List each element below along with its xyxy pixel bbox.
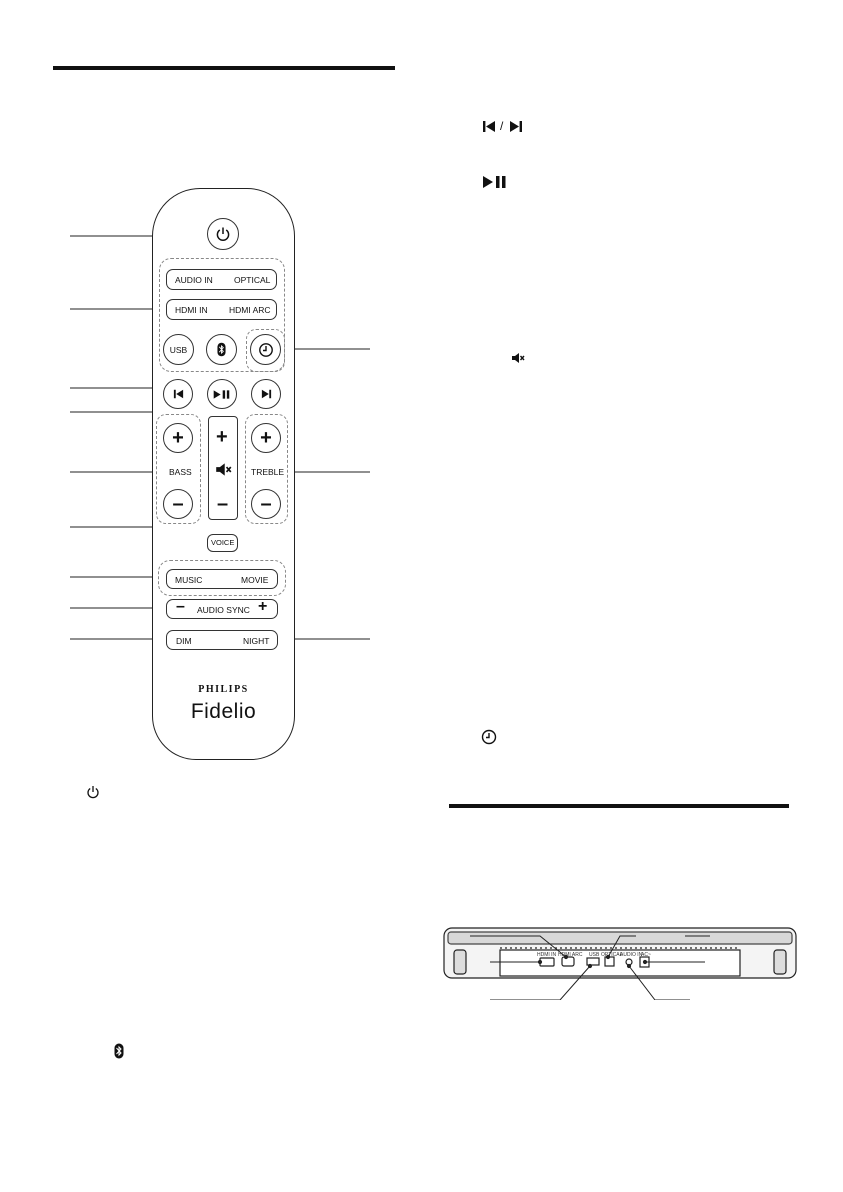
timer-icon bbox=[258, 342, 274, 358]
previous-button[interactable] bbox=[163, 379, 193, 409]
usb-button[interactable] bbox=[163, 334, 194, 365]
audio-in-button[interactable]: AUDIO IN bbox=[175, 275, 213, 285]
bass-down-button[interactable] bbox=[163, 489, 193, 519]
next-button[interactable] bbox=[251, 379, 281, 409]
night-button[interactable]: NIGHT bbox=[243, 636, 270, 646]
play-pause-icon bbox=[213, 389, 231, 400]
play-pause-button[interactable] bbox=[207, 379, 237, 409]
port-label-hdmi-in: HDMI IN bbox=[537, 952, 557, 958]
audio-sync-plus-button[interactable]: + bbox=[258, 598, 268, 615]
port-label-usb: USB bbox=[589, 952, 600, 958]
power-button[interactable] bbox=[207, 218, 239, 250]
bass-label: BASS bbox=[169, 467, 192, 477]
soundbar-rear-panel bbox=[440, 920, 800, 1000]
port-label-hdmi-arc: HDMI ARC bbox=[558, 952, 583, 958]
plus-symbol: + bbox=[172, 427, 184, 449]
hdmi-arc-button[interactable]: HDMI ARC bbox=[229, 305, 271, 315]
treble-label: TREBLE bbox=[251, 467, 285, 477]
audio-sync-minus-button[interactable]: – bbox=[176, 598, 185, 615]
icon-separator: / bbox=[500, 119, 504, 133]
minus-symbol: – bbox=[260, 493, 272, 515]
voice-label: VOICE bbox=[211, 538, 235, 547]
timer-button[interactable] bbox=[250, 334, 281, 365]
dim-button[interactable]: DIM bbox=[176, 636, 192, 646]
port-label-optical: OPTICAL bbox=[601, 952, 623, 958]
plus-symbol: + bbox=[260, 427, 272, 449]
next-track-icon bbox=[261, 389, 272, 399]
hdmi-in-button[interactable]: HDMI IN bbox=[175, 305, 208, 315]
bluetooth-icon bbox=[217, 342, 226, 357]
volume-down-button[interactable]: – bbox=[217, 493, 229, 515]
audio-sync-label: AUDIO SYNC bbox=[197, 605, 250, 615]
volume-up-button[interactable]: + bbox=[216, 426, 228, 448]
music-button[interactable]: MUSIC bbox=[175, 575, 203, 585]
bass-up-button[interactable] bbox=[163, 423, 193, 453]
model-name: Fidelio bbox=[190, 700, 257, 723]
brand-logo: PHILIPS bbox=[198, 684, 249, 695]
bluetooth-button[interactable] bbox=[206, 334, 237, 365]
optical-button[interactable]: OPTICAL bbox=[234, 275, 271, 285]
power-icon bbox=[215, 226, 231, 242]
mute-icon[interactable] bbox=[215, 462, 232, 477]
treble-up-button[interactable] bbox=[251, 423, 281, 453]
port-label-ac: AC~ bbox=[641, 952, 651, 958]
previous-track-icon bbox=[173, 389, 184, 399]
movie-button[interactable]: MOVIE bbox=[241, 575, 269, 585]
minus-symbol: – bbox=[172, 493, 184, 515]
treble-down-button[interactable] bbox=[251, 489, 281, 519]
port-label-audio-in: AUDIO IN bbox=[620, 952, 643, 958]
usb-label: USB bbox=[169, 344, 188, 355]
